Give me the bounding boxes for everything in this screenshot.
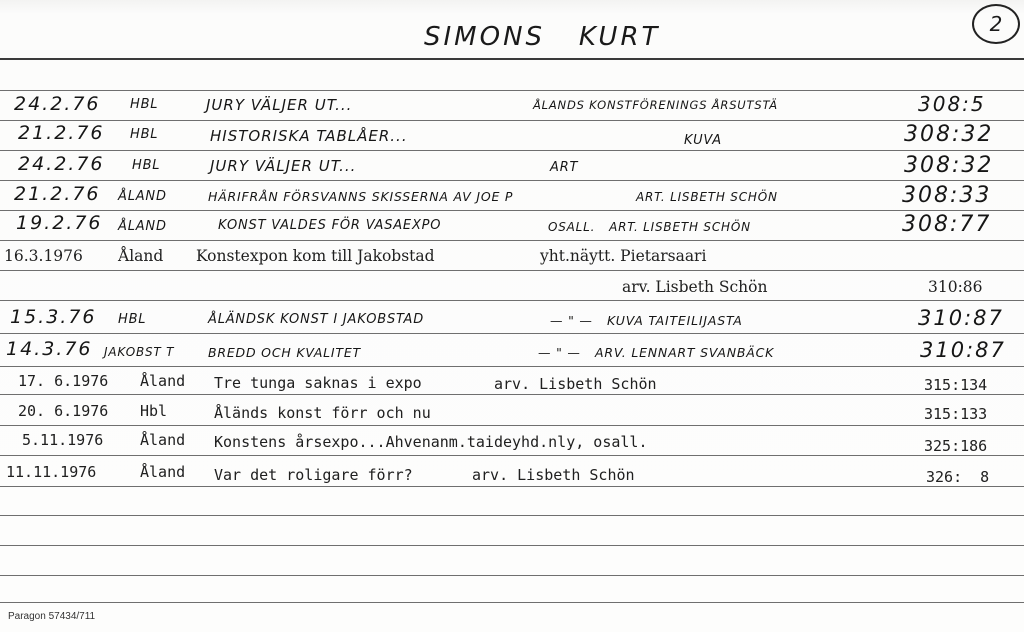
entry-date: 19.2.76 — [16, 212, 103, 234]
entry-date: 15.3.76 — [10, 306, 97, 328]
ruled-line — [0, 333, 1024, 334]
entry-date: 11.11.1976 — [6, 463, 97, 481]
entry-source: JAKOBST T — [104, 345, 175, 359]
ruled-line — [0, 270, 1024, 271]
entry-ref: 315:134 — [924, 376, 988, 394]
entry-headline: JURY VÄLJER UT... — [206, 96, 353, 114]
entry-note: — " — ARV. LENNART SVANBÄCK — [538, 345, 775, 360]
entry-source: Åland — [140, 463, 186, 481]
ruled-line — [0, 575, 1024, 576]
entry-date: 21.2.76 — [18, 122, 105, 144]
entry-note: ÅLANDS KONSTFÖRENINGS ÅRSUTSTÄ — [533, 98, 778, 112]
entry-note: ART — [550, 160, 579, 175]
entry-ref: 308:33 — [902, 183, 992, 208]
entry-headline: ÅLÄNDSK KONST I JAKOBSTAD — [208, 312, 425, 327]
entry-source: HBL — [130, 127, 159, 142]
entry-headline: KONST VALDES FÖR VASAEXPO — [218, 218, 442, 233]
card-title: SIMONS KURT — [424, 22, 661, 52]
entry-note: arv. Lisbeth Schön — [622, 278, 768, 296]
ruled-line — [0, 210, 1024, 211]
ruled-line — [0, 486, 1024, 487]
entry-source: ÅLAND — [118, 219, 167, 234]
entry-ref: 310:87 — [918, 306, 1004, 330]
entry-ref: 308:5 — [918, 92, 986, 116]
entry-source: ÅLAND — [118, 189, 167, 204]
entry-note: OSALL. ART. LISBETH SCHÖN — [548, 220, 751, 234]
entry-headline: Tre tunga saknas i expo — [214, 374, 422, 392]
ruled-line — [0, 545, 1024, 546]
entry-headline: HISTORISKA TABLÅER... — [210, 127, 408, 145]
entry-ref: 315:133 — [924, 405, 988, 423]
ruled-line — [0, 120, 1024, 121]
ruled-line — [0, 150, 1024, 151]
entry-ref: 308:32 — [904, 122, 994, 147]
entry-ref: 310:86 — [928, 278, 983, 296]
card-number-circle — [972, 4, 1020, 44]
entry-source: HBL — [118, 312, 147, 327]
entry-date: 21.2.76 — [14, 183, 101, 205]
ruled-line — [0, 240, 1024, 241]
ruled-line — [0, 515, 1024, 516]
header-rule — [0, 58, 1024, 60]
entry-source: Hbl — [140, 402, 168, 420]
entry-date: 24.2.76 — [18, 153, 105, 175]
ruled-line — [0, 602, 1024, 603]
entry-source: HBL — [132, 158, 161, 173]
entry-source: HBL — [130, 97, 159, 112]
entry-headline: Konstens årsexpo...Ahvenanm.taideyhd.nly, osall. — [214, 433, 648, 451]
ruled-line — [0, 455, 1024, 456]
entry-date: 16.3.1976 — [4, 247, 83, 265]
entry-headline: JURY VÄLJER UT... — [210, 157, 357, 175]
entry-source: Åland — [140, 431, 186, 449]
entry-date: 17. 6.1976 — [18, 372, 109, 390]
entry-source: Åland — [118, 247, 164, 265]
card-footer-print: Paragon 57434/711 — [8, 611, 96, 622]
entry-date: 5.11.1976 — [22, 431, 104, 449]
entry-note: ART. LISBETH SCHÖN — [636, 190, 778, 204]
entry-note: yht.näytt. Pietarsaari — [540, 247, 707, 265]
ruled-line — [0, 300, 1024, 301]
entry-date: 14.3.76 — [6, 338, 93, 360]
ruled-line — [0, 394, 1024, 395]
entry-date: 20. 6.1976 — [18, 402, 109, 420]
entry-note: — " — KUVA TAITEILIJASTA — [550, 313, 743, 328]
entry-date: 24.2.76 — [14, 93, 101, 115]
entry-ref: 308:77 — [902, 212, 992, 237]
entry-note: KUVA — [684, 133, 722, 148]
entry-ref: 310:87 — [920, 338, 1006, 362]
ruled-line — [0, 90, 1024, 91]
entry-ref: 326: 8 — [926, 468, 990, 486]
entry-ref: 325:186 — [924, 437, 988, 455]
entry-ref: 308:32 — [904, 153, 994, 178]
entry-note: arv. Lisbeth Schön — [472, 466, 635, 484]
ruled-line — [0, 366, 1024, 367]
entry-source: Åland — [140, 372, 186, 390]
entry-note: arv. Lisbeth Schön — [494, 375, 657, 393]
entry-headline: HÄRIFRÅN FÖRSVANNS SKISSERNA AV JOE P — [208, 189, 514, 204]
card-number: 2 — [989, 12, 1003, 36]
entry-headline: BREDD OCH KVALITET — [208, 345, 361, 360]
ruled-line — [0, 425, 1024, 426]
entry-headline: Var det roligare förr? — [214, 466, 413, 484]
entry-headline: Konstexpon kom till Jakobstad — [196, 247, 435, 265]
entry-headline: Åländs konst förr och nu — [214, 404, 431, 422]
ruled-line — [0, 180, 1024, 181]
